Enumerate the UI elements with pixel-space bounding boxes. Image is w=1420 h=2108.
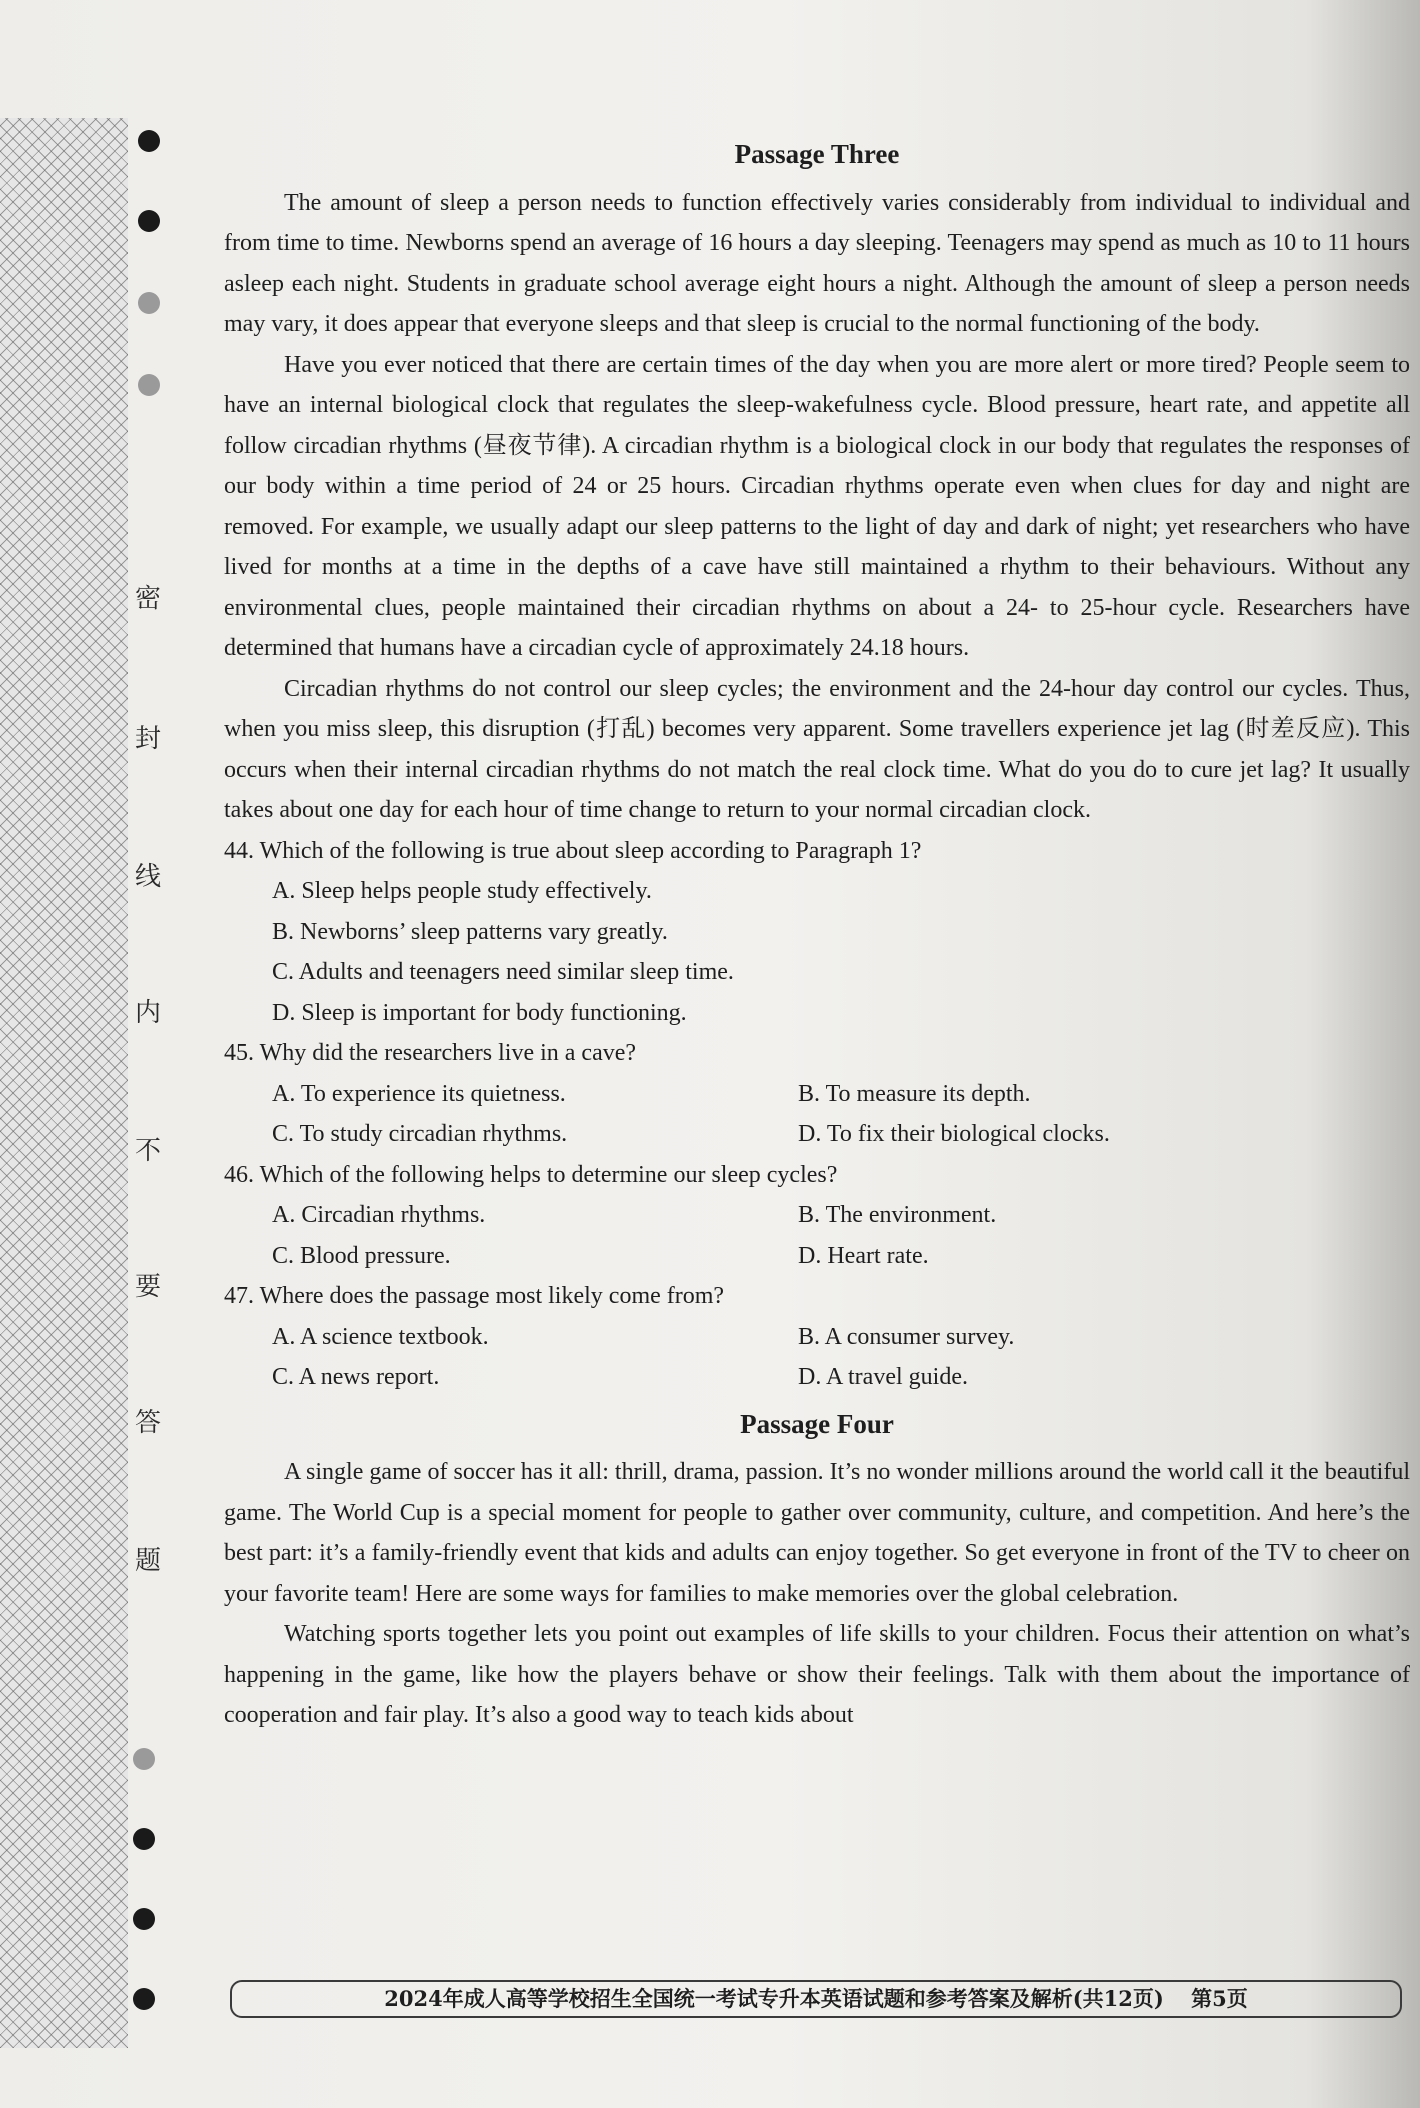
passage-three-paragraph: The amount of sleep a person needs to function effectively varies considerably from individual to individual and from time to time. Newborns spend an average of 16 hours a day sleeping. Teenagers may spend as much as 10 to 11 hours asleep each night. Students in graduate school average eight hours a night. Although the amount of sleep a person needs may vary, it does appear that everyone sleeps and that sleep is crucial to the normal functioning of the body. xyxy=(224,189,1410,337)
question-stem: 45. Why did the researchers live in a cave? xyxy=(224,1040,637,1066)
answer-option: C. Adults and teenagers need similar sleep time. xyxy=(272,959,734,985)
question-47 xyxy=(224,1276,1410,1398)
answer-option: A. Sleep helps people study effectively. xyxy=(272,878,652,904)
seal-line-char: 线 xyxy=(134,862,161,892)
binding-hole xyxy=(138,292,160,314)
passage-three-title: Passage Three xyxy=(734,139,900,169)
answer-option: B. Newborns’ sleep patterns vary greatly. xyxy=(272,918,668,945)
binding-hole xyxy=(138,210,160,232)
answer-option: C. A news report. xyxy=(272,1364,440,1390)
page-footer xyxy=(230,1980,1402,2018)
answer-option: D. Heart rate. xyxy=(798,1242,929,1269)
answer-option: B. A consumer survey. xyxy=(798,1323,1015,1350)
answer-option: B. To measure its depth. xyxy=(798,1080,1031,1107)
question-stem: 46. Which of the following helps to determine our sleep cycles? xyxy=(224,1161,838,1188)
binding-hole xyxy=(138,130,160,152)
seal-margin-strip xyxy=(0,118,128,2048)
answer-option: B. The environment. xyxy=(798,1202,997,1228)
seal-line-char: 不 xyxy=(134,1136,161,1166)
seal-line-char: 封 xyxy=(134,724,161,754)
binding-hole xyxy=(133,1748,155,1770)
footer-page-number: 第5页 xyxy=(1191,1986,1248,2011)
question-stem: 44. Which of the following is true about sleep according to Paragraph 1? xyxy=(224,837,922,864)
seal-line-char: 内 xyxy=(134,998,161,1028)
exam-content xyxy=(224,134,1410,1736)
answer-option: A. Circadian rhythms. xyxy=(272,1202,486,1228)
question-stem: 47. Where does the passage most likely come from? xyxy=(224,1283,725,1309)
seal-line-char: 题 xyxy=(134,1546,161,1576)
answer-option: A. A science textbook. xyxy=(272,1323,489,1350)
passage-three-paragraph: Have you ever noticed that there are certain times of the day when you are more alert or more tired? People seem to have an internal biological clock that regulates the sleep-wakefulness cycle. Blood pressure, heart rate, and appetite all follow circadian rhythms (昼夜节律). A circadian rhythm is a biological clock in our body that regulates the responses of our body within a time period of 24 or 25 hours. Circadian rhythms operate even when clues for day and night are removed. For example, we usually adapt our sleep patterns to the light of day and dark of night; yet researchers who have lived for months at a time in the depths of a cave have still maintained a rhythm to their behaviours. Without any environmental clues, people maintained their circadian rhythms on about a 24- to 25-hour cycle. Researchers have determined that humans have a circadian cycle of approximately 24.18 hours. xyxy=(224,351,1410,661)
passage-three-paragraph: Circadian rhythms do not control our sleep cycles; the environment and the 24-hour day control our cycles. Thus, when you miss sleep, this disruption (打乱) becomes very apparent. Some travellers experience jet lag (时差反应). This occurs when their internal circadian rhythms do not match the real clock time. What do you do to cure jet lag? It usually takes about one day for each hour of time change to return to your normal circadian clock. xyxy=(224,675,1410,823)
answer-option: D. To fix their biological clocks. xyxy=(798,1121,1110,1147)
question-46 xyxy=(224,1155,1410,1277)
binding-hole xyxy=(138,374,160,396)
binding-hole xyxy=(133,1908,155,1930)
question-44 xyxy=(224,831,1410,1034)
answer-option: D. Sleep is important for body functioning. xyxy=(272,999,687,1026)
answer-option: C. Blood pressure. xyxy=(272,1242,451,1269)
passage-four-paragraph: Watching sports together lets you point out examples of life skills to your children. Focus their attention on what’s happening in the game, like how the players behave or show their feelings. Talk with them about the importance of cooperation and fair play. It’s also a good way to teach kids about xyxy=(224,1621,1410,1728)
seal-line-char: 要 xyxy=(134,1272,161,1302)
seal-line-char: 密 xyxy=(134,584,161,614)
answer-option: D. A travel guide. xyxy=(798,1364,968,1390)
answer-option: C. To study circadian rhythms. xyxy=(272,1121,568,1147)
binding-hole xyxy=(133,1828,155,1850)
question-45 xyxy=(224,1033,1410,1155)
answer-option: A. To experience its quietness. xyxy=(272,1080,566,1107)
seal-line-char: 答 xyxy=(134,1408,161,1438)
binding-hole xyxy=(133,1988,155,2010)
footer-exam-title: 2024年成人高等学校招生全国统一考试专升本英语试题和参考答案及解析(共12页) xyxy=(384,1986,1164,2011)
passage-four-title: Passage Four xyxy=(740,1408,894,1439)
passage-four-paragraph: A single game of soccer has it all: thrill, drama, passion. It’s no wonder millions around the world call it the beautiful game. The World Cup is a special moment for people to gather over community, culture, and competition. And here’s the best part: it’s a family-friendly event that kids and adults can enjoy together. So get everyone in front of the TV to cheer on your favorite team! Here are some ways for families to make memories over the global celebration. xyxy=(224,1459,1410,1607)
